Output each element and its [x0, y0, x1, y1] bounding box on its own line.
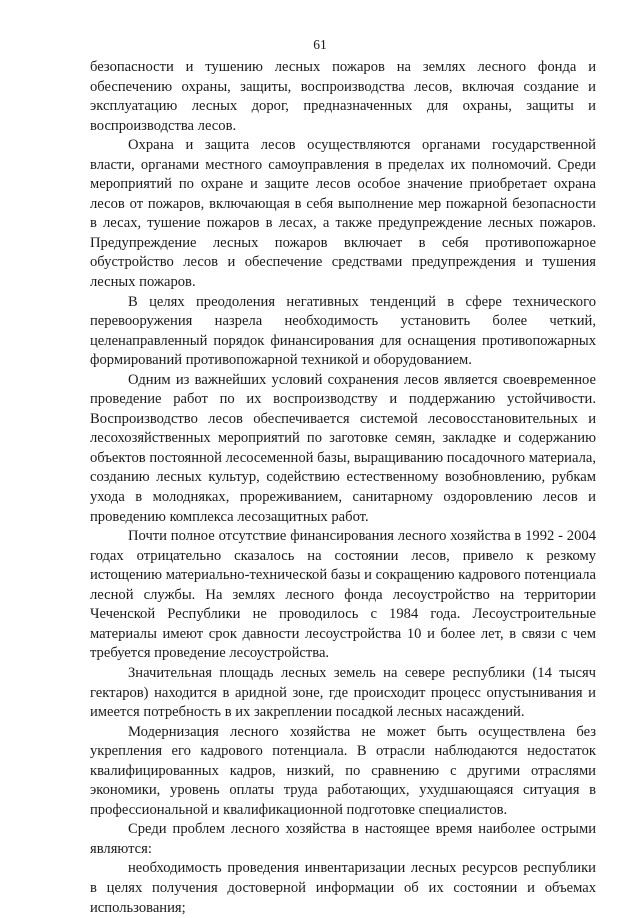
paragraph-reproduction: Одним из важнейших условий сохранения лесов является своевременное проведение работ по их воспроизводству и поддержанию устойчивости. Воспроизводство лесов обеспечивается системой лесовосстановительных и лесохозяйственных мероприятий по заготовке семян, закладке и содержанию объектов постоянной лесосеменной базы, выращиванию посадочного материала, созданию лесных культур, содействию естественному возобновлению, рубкам ухода в молодняках, прореживанием, санитарному оздоровлению лесов и проведению комплекса лесозащитных работ.: [90, 371, 596, 525]
paragraph-financing-order: В целях преодоления негативных тенденций в сфере технического перевооружения назрела необходимость установить более четкий, целенаправленный порядок финансирования для оснащения противопожарных формирований противопожарной техникой и оборудованием.: [90, 293, 596, 369]
page-number: 61: [313, 37, 327, 52]
paragraph-continued: безопасности и тушению лесных пожаров на землях лесного фонда и обеспечению охраны, защиты, воспроизводства лесов, включая создание и эксплуатацию лесных дорог, предназначенных для охраны, защиты и воспроизводства лесов.: [90, 59, 596, 134]
paragraph-problems-intro: Среди проблем лесного хозяйства в настоящее время наиболее острыми являются:: [90, 821, 596, 857]
paragraph-forest-protection: Охрана и защита лесов осуществляются органами государственной власти, органами местного самоуправления в пределах их полномочий. Среди мероприятий по охране и защите лесов особое значение приобретает охрана лесов от пожаров, включающая в себя выполнение мер пожарной безопасности в лесах, тушение пожаров в лесах, а также предупреждение лесных пожаров. Предупреждение лесных пожаров включает в себя противопожарное обустройство лесов и обеспечение средствами предупреждения и тушения лесных пожаров.: [90, 137, 596, 291]
paragraph-modernization: Модернизация лесного хозяйства не может быть осуществлена без укрепления его кадрового потенциала. В отрасли наблюдаются недостаток квалифицированных кадров, низкий, по сравнению с другими отраслями экономики, уровень оплаты труда работающих, ухудшающаяся ситуация в профессиональной и квалификационной подготовке специалистов.: [90, 723, 596, 818]
paragraph-lack-of-funding: Почти полное отсутствие финансирования лесного хозяйства в 1992 - 2004 годах отрицательно сказалось на состоянии лесов, привело к резкому истощению материально-технической базы и сокращению кадрового потенциала лесной службы. На землях лесного фонда лесоустройство на территории Чеченской Республики не проводилось с 1984 года. Лесоустроительные материалы имеют срок давности лесоустройства 10 и более лет, в связи с чем требуется проведение лесоустройства.: [90, 528, 596, 662]
document-body: [90, 58, 596, 918]
paragraph-inventory-need: необходимость проведения инвентаризации лесных ресурсов республики в целях получения достоверной информации об их состоянии и объемах использования;: [90, 860, 596, 916]
paragraph-arid-zone: Значительная площадь лесных земель на севере республики (14 тысяч гектаров) находится в аридной зоне, где происходит процесс опустынивания и имеется потребность в их закреплении посадкой лесных насаждений.: [90, 664, 596, 721]
